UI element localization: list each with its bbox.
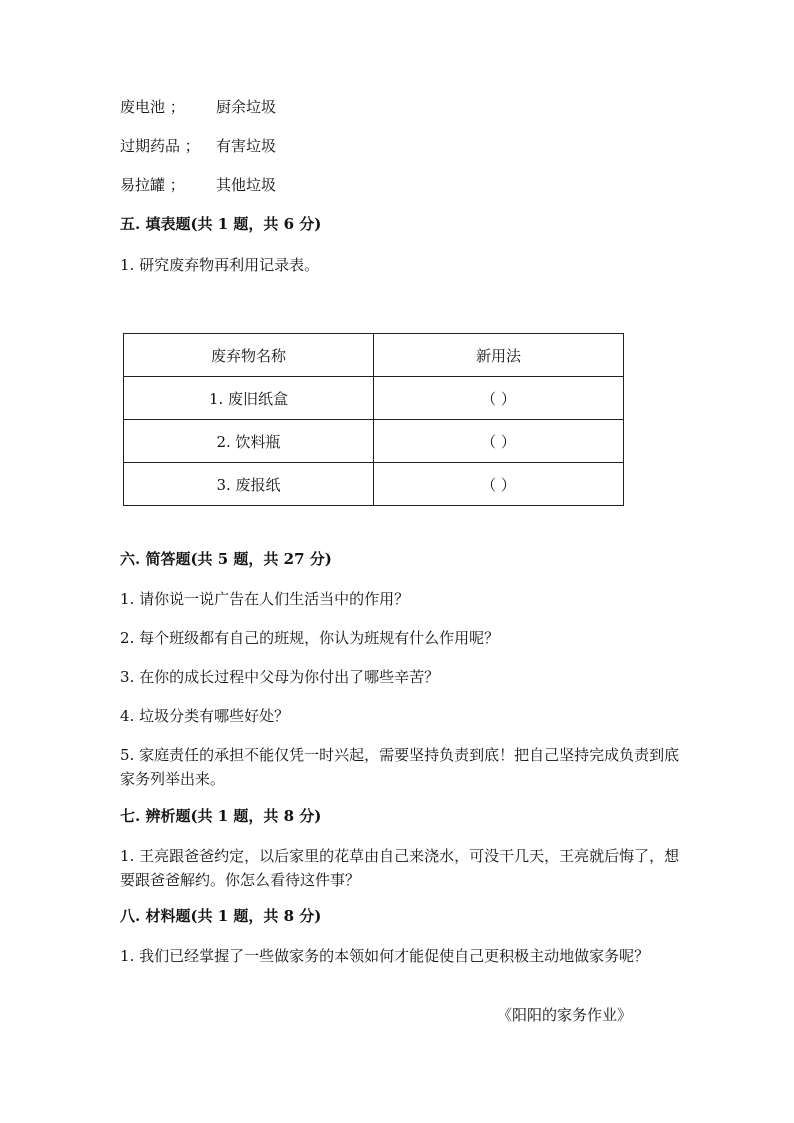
match-row — [120, 96, 276, 118]
match-row — [120, 174, 276, 196]
section-6-question-4: 4. 垃圾分类有哪些好处？ — [120, 707, 290, 725]
match-row — [120, 135, 276, 157]
table-row — [124, 377, 624, 420]
match-item-left: 过期药品 ； — [120, 137, 200, 155]
table-cell-blank: （ ） — [374, 377, 624, 420]
section-6-question-5: 5. 家庭责任的承担不能仅凭一时兴起，需要坚持负责到底！把自己坚持完成负责到底家务列举出来。 — [120, 746, 680, 788]
section-6-heading: 六. 简答题(共 5 题，共 27 分) — [120, 550, 332, 568]
table-cell-waste: 1. 废旧纸盒 — [124, 377, 374, 420]
section-8-heading: 八. 材料题(共 1 题，共 8 分) — [120, 907, 322, 925]
match-item-left: 废电池 ； — [120, 98, 185, 116]
section-7-heading: 七. 辨析题(共 1 题，共 8 分) — [120, 807, 322, 825]
section-5-question-1: 1. 研究废弃物再利用记录表。 — [120, 256, 320, 274]
table-row — [124, 463, 624, 506]
table-cell-blank: （ ） — [374, 420, 624, 463]
section-6-question-1: 1. 请你说一说广告在人们生活当中的作用？ — [120, 590, 410, 608]
material-caption: 《阳阳的家务作业》 — [497, 1006, 633, 1024]
table-cell-waste: 3. 废报纸 — [124, 463, 374, 506]
section-7-question-1: 1. 王亮跟爸爸约定，以后家里的花草由自己来浇水，可没干几天，王亮就后悔了，想要跟爸爸解约。你怎么看待这件事？ — [120, 847, 680, 889]
match-item-right: 有害垃圾 — [216, 137, 277, 155]
table-cell-blank: （ ） — [374, 463, 624, 506]
table-row — [124, 420, 624, 463]
match-item-left: 易拉罐 ； — [120, 176, 185, 194]
waste-reuse-table — [123, 333, 624, 506]
section-6-question-3: 3. 在你的成长过程中父母为你付出了哪些辛苦？ — [120, 668, 440, 686]
section-6-question-2: 2. 每个班级都有自己的班规，你认为班规有什么作用呢？ — [120, 629, 500, 647]
section-8-question-1: 1. 我们已经掌握了一些做家务的本领如何才能促使自己更积极主动地做家务呢？ — [120, 947, 650, 965]
table-header-new-use: 新用法 — [374, 334, 624, 377]
section-5-heading: 五. 填表题(共 1 题，共 6 分) — [120, 215, 322, 233]
table-header-row — [124, 334, 624, 377]
table-cell-waste: 2. 饮料瓶 — [124, 420, 374, 463]
match-item-right: 厨余垃圾 — [216, 98, 277, 116]
table-header-waste-name: 废弃物名称 — [124, 334, 374, 377]
match-item-right: 其他垃圾 — [216, 176, 277, 194]
